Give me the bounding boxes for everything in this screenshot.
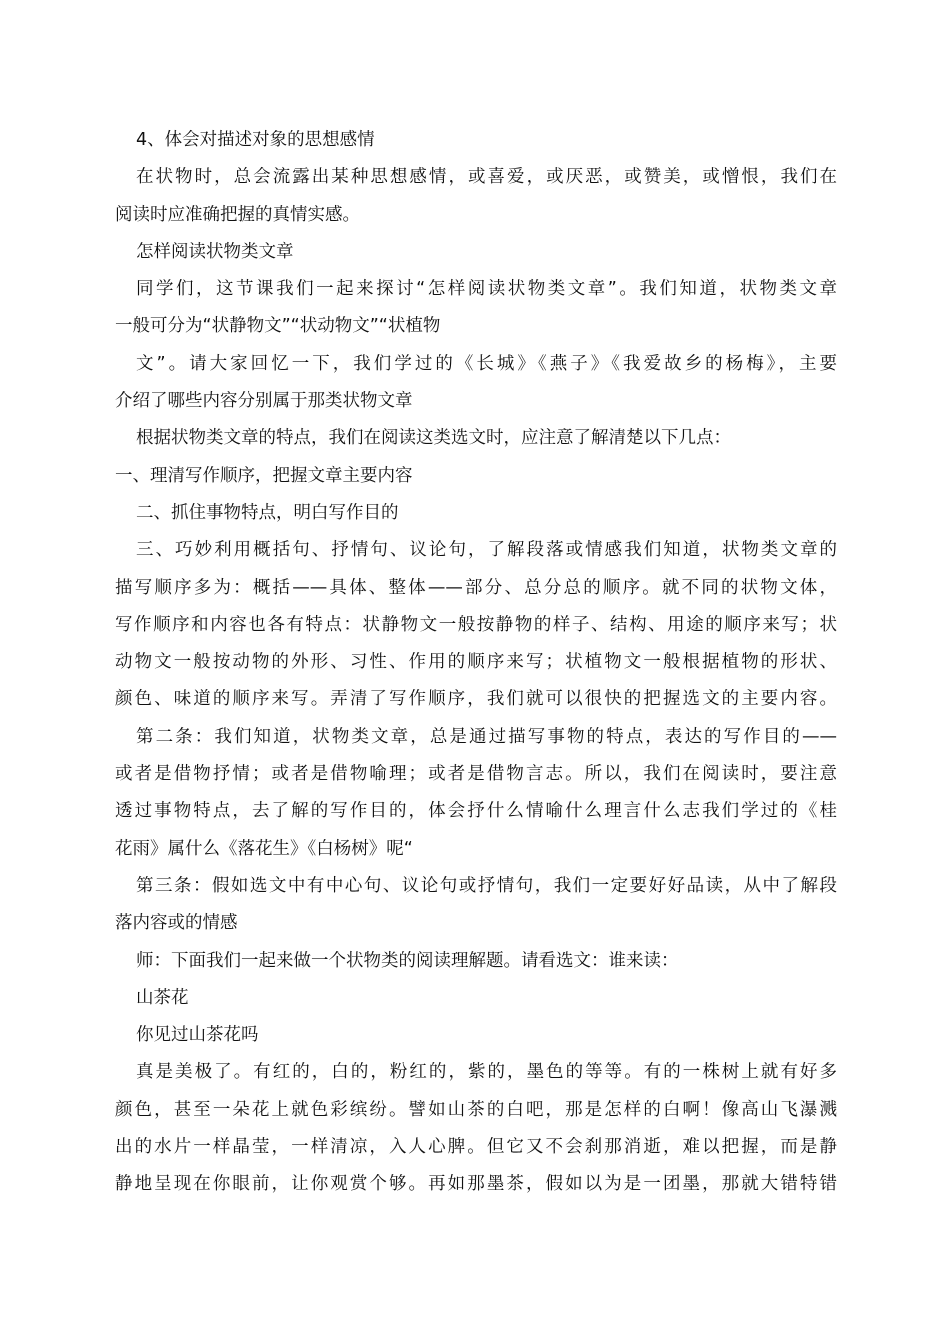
section-heading: 4、体会对描述对象的思想感情: [136, 130, 375, 150]
paragraph-line: 静地呈现在你眼前，让你观赏个够。再如那墨茶，假如以为是一团墨，那就大错特错: [115, 1174, 837, 1195]
paragraph-line: 写作顺序和内容也各有特点：状静物文一般按静物的样子、结构、用途的顺序来写；状: [115, 614, 837, 635]
paragraph-line: 出的水片一样晶莹，一样清凉，入人心脾。但它又不会刹那消逝，难以把握，而是静: [115, 1137, 837, 1158]
paragraph-line: 文”。请大家回忆一下，我们学过的《长城》《燕子》《我爱故乡的杨梅》，主要: [136, 353, 837, 374]
paragraph-line: 颜色，甚至一朵花上就色彩缤纷。譬如山茶的白吧，那是怎样的白啊！像高山飞瀑溅: [115, 1099, 837, 1120]
paragraph-line: 根据状物类文章的特点，我们在阅读这类选文时，应注意了解清楚以下几点：: [136, 428, 731, 449]
paragraph-line: 或者是借物抒情；或者是借物喻理；或者是借物言志。所以，我们在阅读时，要注意: [115, 764, 837, 785]
passage-title: 山茶花: [136, 987, 189, 1008]
paragraph-line: 第二条：我们知道，状物类文章，总是通过描写事物的特点，表达的写作目的——: [136, 726, 837, 747]
list-item: 一、理清写作顺序，把握文章主要内容: [115, 465, 413, 486]
paragraph-line: 描写顺序多为：概括——具体、整体——部分、总分总的顺序。就不同的状物文体，: [115, 577, 837, 598]
paragraph-line: 动物文一般按动物的外形、习性、作用的顺序来写；状植物文一般根据植物的形状、: [115, 652, 837, 673]
paragraph-line: 你见过山茶花吗: [136, 1025, 259, 1046]
paragraph-line: 阅读时应准确把握的真情实感。: [115, 204, 360, 225]
paragraph-line: 真是美极了。有红的，白的，粉红的，紫的，墨色的等等。有的一株树上就有好多: [136, 1062, 837, 1083]
paragraph-line: 颜色、味道的顺序来写。弄清了写作顺序，我们就可以很快的把握选文的主要内容。: [115, 689, 837, 710]
section-heading: 怎样阅读状物类文章: [136, 241, 294, 262]
paragraph-line: 师：下面我们一起来做一个状物类的阅读理解题。请看选文：谁来读：: [136, 950, 679, 971]
paragraph-line: 花雨》属什么《落花生》《白杨树》呢“: [115, 838, 413, 859]
paragraph-line: 在状物时，总会流露出某种思想感情，或喜爱，或厌恶，或赞美，或憎恨，我们在: [136, 167, 837, 188]
paragraph-line: 第三条：假如选文中有中心句、议论句或抒情句，我们一定要好好品读，从中了解段: [136, 875, 837, 896]
list-item: 二、抓住事物特点，明白写作目的: [136, 502, 399, 523]
paragraph-line: 透过事物特点，去了解的写作目的，体会抒什么情喻什么理言什么志我们学过的《桂: [115, 801, 837, 822]
document-body: [115, 122, 837, 1204]
paragraph-line: 一般可分为“状静物文”“状动物文”“状植物: [115, 316, 441, 337]
paragraph-line: 同学们，这节课我们一起来探讨“怎样阅读状物类文章”。我们知道，状物类文章: [136, 279, 837, 300]
list-item: 三、巧妙利用概括句、抒情句、议论句，了解段落或情感我们知道，状物类文章的: [136, 540, 837, 561]
paragraph-line: 介绍了哪些内容分别属于那类状物文章: [115, 391, 413, 412]
paragraph-line: 落内容或的情感: [115, 913, 238, 934]
